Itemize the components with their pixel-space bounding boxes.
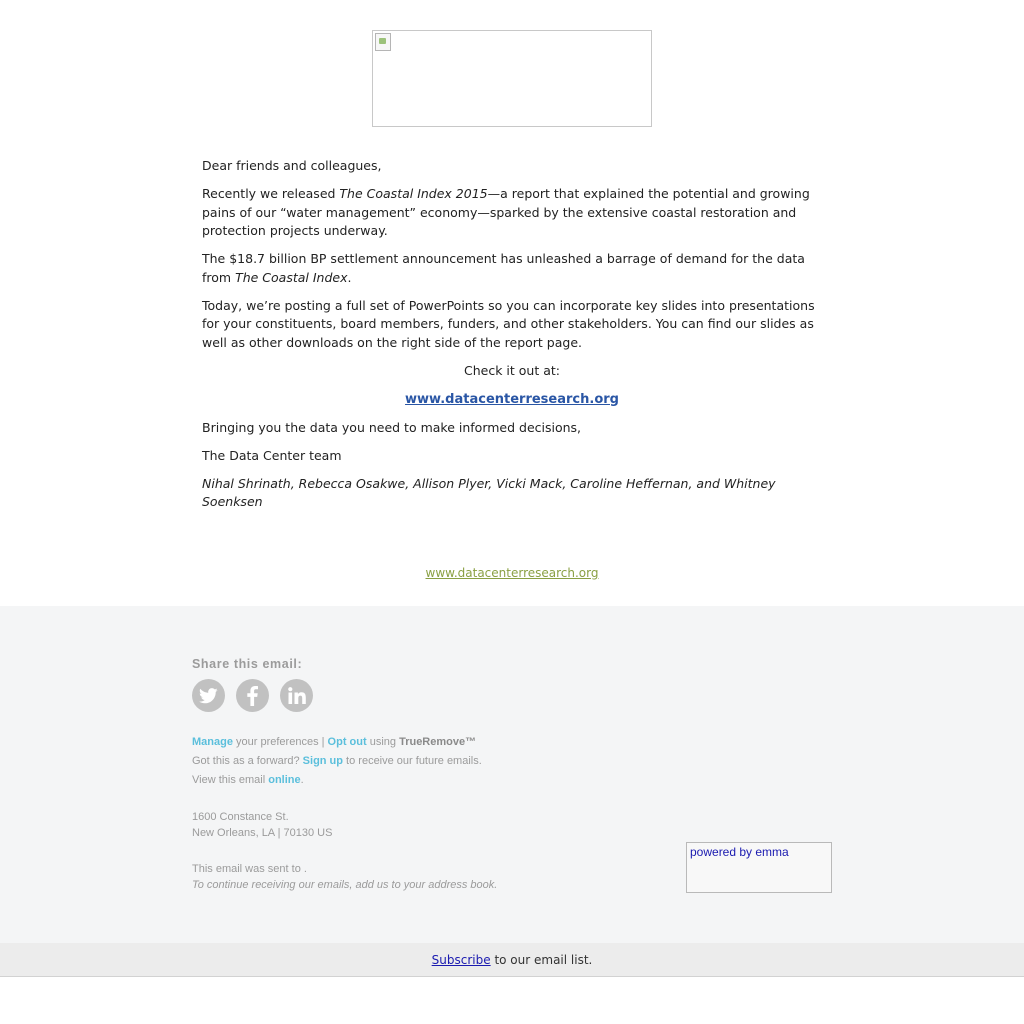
share-facebook-button[interactable] [236, 679, 269, 712]
opt-out-link[interactable]: Opt out [327, 736, 367, 748]
manage-preferences-line [192, 733, 482, 752]
preferences-block [192, 733, 482, 790]
forward-text: Got this as a forward? [192, 755, 303, 767]
view-online-line [192, 771, 482, 790]
forward-signup-line [192, 752, 482, 771]
p2-text-pre: The $18.7 billion BP settlement announcement has unleashed a barrage of demand for the data from [202, 251, 805, 285]
subscribe-text: to our email list. [490, 952, 593, 967]
header-logo-image [372, 30, 652, 127]
share-linkedin-button[interactable] [280, 679, 313, 712]
paragraph-powerpoints: Today, we’re posting a full set of PowerPoints so you can incorporate key slides into presentations for your constituents, board members, funders, and other stakeholders. You can find our slides as well as other downloads on the right side of the report page. [202, 297, 815, 350]
p2-text-post: . [347, 269, 352, 285]
paragraph-coastal-index [202, 185, 822, 241]
subscribe-bar [0, 943, 1024, 977]
email-footer [0, 606, 1024, 943]
sent-to-text: This email was sent to . [192, 863, 307, 875]
address-book-text: To continue receiving our emails, add us to your address book. [192, 879, 498, 891]
share-twitter-button[interactable] [192, 679, 225, 712]
powered-by-emma-alt-text: powered by emma [690, 845, 789, 859]
twitter-icon [199, 688, 218, 704]
p1-report-title: The Coastal Index 2015 [339, 186, 488, 201]
sent-to-block [192, 861, 497, 893]
site-link[interactable]: www.datacenterresearch.org [405, 391, 619, 407]
view-text: View this email [192, 774, 269, 786]
signer-names: Nihal Shrinath, Rebecca Osakwe, Allison Plyer, Vicki Mack, Caroline Heffernan, and Whitney Soenksen [202, 475, 776, 509]
manage-text: your preferences | [232, 736, 328, 748]
check-it-out-text: Check it out at: [464, 362, 560, 378]
paragraph-bp-settlement [202, 250, 822, 287]
email-body [202, 157, 822, 521]
period-text: . [300, 774, 304, 786]
p1-text-pre: Recently we released [202, 186, 340, 201]
manage-link[interactable]: Manage [192, 736, 233, 748]
p2-report-title: The Coastal Index [235, 269, 348, 285]
mailing-address [192, 809, 332, 841]
facebook-icon [247, 686, 258, 706]
greeting: Dear friends and colleagues, [202, 158, 382, 173]
subscribe-link[interactable]: Subscribe [431, 952, 491, 967]
address-line-2: New Orleans, LA | 70130 US [192, 827, 333, 839]
share-label: Share this email: [192, 657, 303, 671]
linkedin-icon [288, 687, 306, 704]
team-signature: The Data Center team [202, 447, 342, 463]
site-link-row [202, 390, 822, 410]
view-online-link[interactable]: online [268, 774, 301, 786]
footer-site-link[interactable]: www.datacenterresearch.org [425, 566, 599, 580]
sign-up-link[interactable]: Sign up [302, 755, 343, 767]
trueremove-label: TrueRemove™ [399, 736, 477, 748]
future-emails-text: to receive our future emails. [343, 755, 482, 767]
p1-text-post: —a report that explained the potential and growing pains of our “water management” economy—sparked by the extensive coastal restoration and protection projects underway. [202, 186, 810, 238]
powered-by-emma-badge[interactable] [686, 842, 832, 893]
address-line-1: 1600 Constance St. [192, 811, 289, 823]
using-text: using [366, 736, 400, 748]
broken-image-icon [375, 33, 391, 51]
closing-line: Bringing you the data you need to make informed decisions, [202, 419, 582, 435]
